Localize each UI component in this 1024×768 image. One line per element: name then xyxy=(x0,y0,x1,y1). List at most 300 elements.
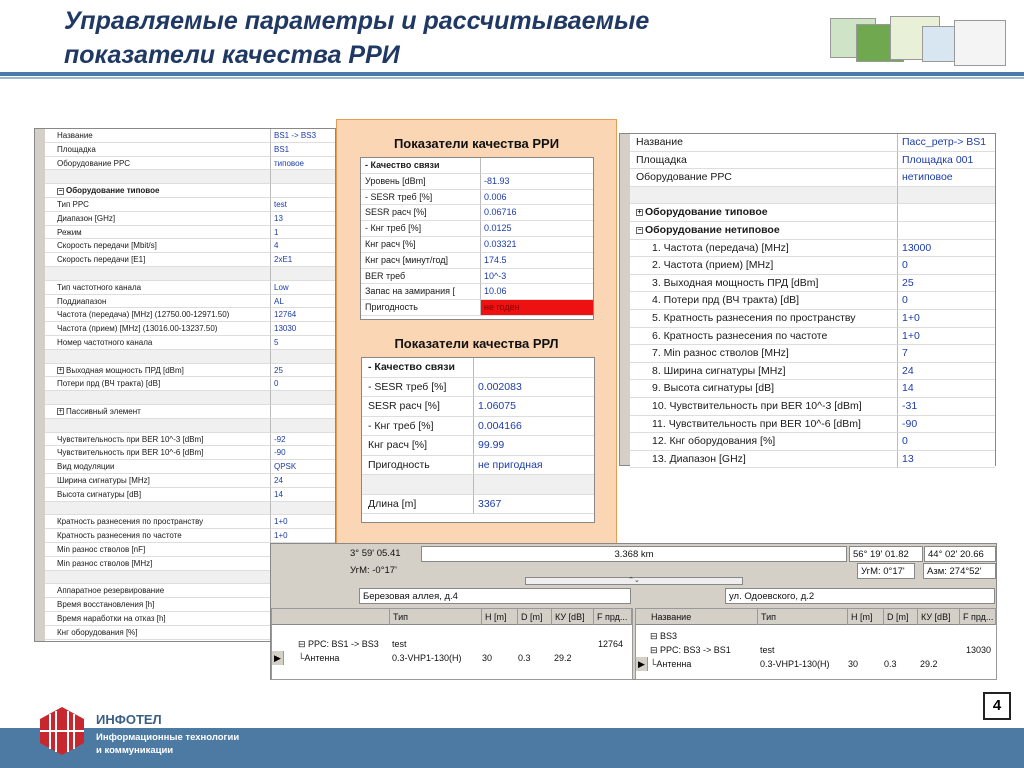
property-value[interactable] xyxy=(271,502,335,516)
property-value[interactable]: 0.03321 xyxy=(481,237,593,253)
grid-row[interactable] xyxy=(620,416,995,434)
property-name xyxy=(45,198,271,212)
property-value[interactable]: 1+0 xyxy=(898,328,995,346)
property-name xyxy=(361,205,481,221)
grid-row[interactable] xyxy=(620,328,995,346)
grid-row[interactable] xyxy=(361,221,593,237)
property-value[interactable]: 24 xyxy=(898,363,995,381)
col-f-left[interactable]: F прд... xyxy=(594,609,632,625)
property-value[interactable]: 0 xyxy=(898,257,995,275)
property-value[interactable] xyxy=(271,170,335,184)
cell-type: test xyxy=(760,645,775,655)
grid-row[interactable] xyxy=(35,377,335,391)
property-value[interactable] xyxy=(898,204,995,222)
col-ku-right[interactable]: КУ [dB] xyxy=(918,609,960,625)
property-label: 3. Выходная мощность ПРД [dBm] xyxy=(652,276,819,289)
grid-row[interactable] xyxy=(620,187,995,205)
property-name xyxy=(362,417,474,437)
property-value[interactable]: 25 xyxy=(271,364,335,378)
property-label: Длина [m] xyxy=(368,497,417,510)
property-value[interactable]: Площадка 001 xyxy=(898,152,995,170)
property-label: Высота сигнатуры [dB] xyxy=(57,489,142,499)
grid-row[interactable] xyxy=(362,436,594,456)
property-name xyxy=(362,456,474,476)
property-name xyxy=(45,433,271,447)
property-name xyxy=(45,405,271,419)
property-label: SESR расч [%] xyxy=(368,400,440,412)
property-value[interactable]: BS1 xyxy=(271,143,335,157)
property-name xyxy=(45,543,271,557)
property-label: Чувствительность при BER 10^-6 [dBm] xyxy=(57,448,204,458)
property-name xyxy=(630,398,898,416)
slide-title-line1: Управляемые параметры и рассчитываемые xyxy=(64,7,650,35)
property-value[interactable]: 10.06 xyxy=(481,284,593,300)
grid-row[interactable] xyxy=(362,417,594,437)
splitter-handle[interactable]: ⌃⌄ xyxy=(525,577,743,585)
property-name xyxy=(45,612,271,626)
property-name xyxy=(45,170,271,184)
grid-row[interactable] xyxy=(361,190,593,206)
property-name xyxy=(45,488,271,502)
profile-window xyxy=(270,543,997,680)
property-name xyxy=(45,143,271,157)
property-label: Название xyxy=(57,131,93,140)
grid-row[interactable] xyxy=(35,446,335,460)
slide-title xyxy=(64,4,649,72)
col-type-left[interactable]: Тип xyxy=(390,609,482,625)
property-name xyxy=(362,358,474,378)
property-value[interactable] xyxy=(271,184,335,198)
property-label: Чувствительность при BER 10^-3 [dBm] xyxy=(57,434,204,444)
infotel-logo-icon xyxy=(36,705,88,757)
row-selector-icon[interactable]: ▶ xyxy=(636,657,648,671)
property-label: Выходная мощность ПРД [dBm] xyxy=(66,365,184,375)
property-name xyxy=(45,584,271,598)
property-name xyxy=(361,300,481,316)
property-name xyxy=(630,292,898,310)
brand-name: ИНФОТЕЛ xyxy=(96,712,162,727)
grid-row[interactable] xyxy=(361,300,593,316)
grid-row[interactable] xyxy=(620,222,995,240)
property-label: Поддиапазон xyxy=(57,296,107,306)
grid-row[interactable] xyxy=(620,240,995,258)
property-value[interactable] xyxy=(271,267,335,281)
property-name xyxy=(45,267,271,281)
property-label: Площадка xyxy=(636,153,687,166)
grid-row[interactable] xyxy=(35,336,335,350)
col-h-right[interactable]: H [m] xyxy=(848,609,884,625)
property-value[interactable]: 4 xyxy=(271,239,335,253)
cell-name: ⊟ BS3 xyxy=(650,631,678,641)
property-value[interactable]: нетиповое xyxy=(898,169,995,187)
property-value[interactable]: 0.06716 xyxy=(481,205,593,221)
grid-row[interactable] xyxy=(35,295,335,309)
property-name xyxy=(361,158,481,174)
property-label: 10. Чувствительность при BER 10^-3 [dBm] xyxy=(652,400,862,412)
property-name xyxy=(362,378,474,398)
property-label: Номер частотного канала xyxy=(57,338,153,347)
property-label: 13. Диапазон [GHz] xyxy=(652,452,746,465)
property-name xyxy=(361,269,481,285)
cell-d: 0.3 xyxy=(884,659,897,669)
elevation-angle-right: УгМ: 0°17' xyxy=(857,563,915,579)
property-label: Уровень [dBm] xyxy=(365,175,426,186)
property-value[interactable] xyxy=(898,187,995,205)
grid-row[interactable] xyxy=(35,226,335,240)
property-name xyxy=(362,436,474,456)
cell-type: test xyxy=(392,639,407,649)
cell-f: 13030 xyxy=(966,645,992,655)
property-value[interactable]: 14 xyxy=(271,488,335,502)
property-value[interactable]: 0.002083 xyxy=(474,378,594,398)
grid-row[interactable] xyxy=(35,157,335,171)
grid-row[interactable] xyxy=(35,267,335,281)
title-separator xyxy=(0,72,1024,76)
property-value[interactable]: 1+0 xyxy=(271,515,335,529)
right-properties-grid[interactable] xyxy=(619,133,996,466)
table-row[interactable] xyxy=(272,651,632,665)
distance-field: 3.368 km xyxy=(421,546,847,562)
cell-ku: 29.2 xyxy=(920,659,938,669)
property-name xyxy=(45,377,271,391)
property-name xyxy=(630,380,898,398)
grid-row[interactable] xyxy=(35,460,335,474)
property-value[interactable]: 7 xyxy=(898,345,995,363)
expand-toggle-icon[interactable]: − xyxy=(58,187,63,195)
property-value[interactable]: 0 xyxy=(271,377,335,391)
cell-d: 0.3 xyxy=(518,653,531,663)
property-label: Кнг расч [%] xyxy=(365,239,416,249)
title-separator-thin xyxy=(0,77,1024,79)
property-value[interactable]: 0.004166 xyxy=(474,417,594,437)
grid-row[interactable] xyxy=(35,364,335,378)
grid-row[interactable] xyxy=(35,129,335,143)
property-label: Площадка xyxy=(57,144,96,154)
property-value[interactable]: 5 xyxy=(271,336,335,350)
grid-row[interactable] xyxy=(362,495,594,515)
property-name xyxy=(630,257,898,275)
table-row[interactable] xyxy=(636,629,996,643)
expand-toggle-icon[interactable]: + xyxy=(58,408,63,416)
property-name xyxy=(45,502,271,516)
grid-row[interactable] xyxy=(35,170,335,184)
property-value[interactable]: 12764 xyxy=(271,308,335,322)
property-label: Min разнос стволов [MHz] xyxy=(57,558,153,568)
property-value[interactable]: 3367 xyxy=(474,495,594,515)
property-value[interactable]: 24 xyxy=(271,474,335,488)
property-value[interactable]: 1 xyxy=(271,226,335,240)
property-label: Оборудование нетиповое xyxy=(645,224,780,236)
property-name xyxy=(45,129,271,143)
coord-left: 3° 59' 05.41 xyxy=(350,548,401,559)
property-name xyxy=(45,308,271,322)
property-name xyxy=(45,253,271,267)
property-value[interactable]: -31 xyxy=(898,398,995,416)
equipment-table-left xyxy=(271,608,633,680)
property-label: Потери прд (ВЧ тракта) [dB] xyxy=(57,379,161,389)
grid-row[interactable] xyxy=(35,515,335,529)
grid-row[interactable] xyxy=(361,284,593,300)
property-label: - Кнг треб [%] xyxy=(368,419,434,432)
property-value[interactable]: QPSK xyxy=(271,460,335,474)
grid-row[interactable] xyxy=(35,419,335,433)
property-label: Диапазон [GHz] xyxy=(57,213,116,223)
property-name xyxy=(45,419,271,433)
property-label: Пригодность xyxy=(365,302,418,313)
property-value[interactable]: 25 xyxy=(898,275,995,293)
col-name-right[interactable]: Название xyxy=(648,609,758,625)
coord-right-2: 44° 02' 20.66 xyxy=(924,546,996,562)
property-name xyxy=(45,239,271,253)
property-name xyxy=(630,310,898,328)
property-value[interactable] xyxy=(271,405,335,419)
grid-row[interactable] xyxy=(620,363,995,381)
property-name xyxy=(45,212,271,226)
azimuth-right: Азм: 274°52' xyxy=(923,563,996,579)
grid-row[interactable] xyxy=(620,152,995,170)
equipment-table-right xyxy=(635,608,997,680)
grid-row[interactable] xyxy=(620,451,995,469)
property-name xyxy=(45,515,271,529)
grid-row[interactable] xyxy=(35,488,335,502)
rri-quality-grid[interactable] xyxy=(360,157,594,320)
grid-row[interactable] xyxy=(620,433,995,451)
property-label: 7. Min разнос стволов [MHz] xyxy=(652,347,789,360)
address-right: ул. Одоевского, д.2 xyxy=(725,588,995,604)
row-selector-icon[interactable]: ▶ xyxy=(272,651,284,665)
property-label: Min разнос стволов [nF] xyxy=(57,545,146,554)
property-name xyxy=(45,571,271,585)
property-value[interactable]: 1.06075 xyxy=(474,397,594,417)
col-d-right[interactable]: D [m] xyxy=(884,609,918,625)
property-label: 5. Кратность разнесения по пространству xyxy=(652,312,856,324)
property-value[interactable]: -90 xyxy=(271,446,335,460)
brand-tagline-2: и коммуникации xyxy=(96,745,174,756)
cell-type: 0.3-VHP1-130(H) xyxy=(760,659,830,669)
property-value[interactable] xyxy=(474,358,594,378)
grid-row[interactable] xyxy=(35,502,335,516)
expand-toggle-icon[interactable]: − xyxy=(637,226,642,234)
grid-row[interactable] xyxy=(35,253,335,267)
property-value[interactable]: 99.99 xyxy=(474,436,594,456)
property-value[interactable]: 13 xyxy=(271,212,335,226)
grid-row[interactable] xyxy=(362,475,594,495)
property-name xyxy=(630,134,898,152)
property-value[interactable]: 0 xyxy=(898,292,995,310)
property-name xyxy=(45,184,271,198)
property-value[interactable]: AL xyxy=(271,295,335,309)
grid-row[interactable] xyxy=(362,397,594,417)
grid-row[interactable] xyxy=(362,358,594,378)
brand-tagline-1: Информационные технологии xyxy=(96,732,240,743)
property-value[interactable]: не годен xyxy=(481,300,593,316)
property-value[interactable] xyxy=(271,419,335,433)
property-value[interactable]: типовое xyxy=(271,157,335,171)
property-name xyxy=(45,474,271,488)
property-value[interactable] xyxy=(481,158,593,174)
property-value[interactable]: не пригодная xyxy=(474,456,594,476)
expand-toggle-icon[interactable]: + xyxy=(58,366,63,374)
property-label: Тип частотного канала xyxy=(57,282,142,292)
property-value[interactable] xyxy=(271,391,335,405)
grid-row[interactable] xyxy=(620,275,995,293)
rrl-quality-grid[interactable] xyxy=(361,357,595,523)
page-number: 4 xyxy=(983,692,1011,720)
grid-row[interactable] xyxy=(620,204,995,222)
grid-row[interactable] xyxy=(362,378,594,398)
grid-row[interactable] xyxy=(35,281,335,295)
property-value[interactable]: BS1 -> BS3 xyxy=(271,129,335,143)
property-label: 1. Частота (передача) [MHz] xyxy=(652,241,789,254)
screenshots-thumbnail-logo xyxy=(826,14,1016,70)
grid-row[interactable] xyxy=(620,398,995,416)
cell-name: └Антенна xyxy=(298,653,340,663)
property-label: SESR расч [%] xyxy=(365,207,427,218)
table-row[interactable] xyxy=(636,643,996,657)
property-label: Ширина сигнатуры [MHz] xyxy=(57,476,150,485)
property-label: Оборудование типовое xyxy=(66,186,160,196)
property-value[interactable]: Low xyxy=(271,281,335,295)
table-row[interactable] xyxy=(636,657,996,671)
property-value[interactable]: Пасс_ретр-> BS1 xyxy=(898,134,995,152)
grid-row[interactable] xyxy=(35,308,335,322)
property-label: BER треб xyxy=(365,270,406,281)
property-name xyxy=(45,626,271,640)
property-name xyxy=(361,221,481,237)
property-name xyxy=(45,446,271,460)
col-type-right[interactable]: Тип xyxy=(758,609,848,625)
property-value[interactable]: 10^-3 xyxy=(481,269,593,285)
property-value[interactable]: 13000 xyxy=(898,240,995,258)
grid-row[interactable] xyxy=(620,345,995,363)
property-label: Кнг расч [минут/год] xyxy=(365,254,449,265)
property-label: Кратность разнесения по частоте xyxy=(57,531,182,541)
grid-row[interactable] xyxy=(35,239,335,253)
table-row[interactable] xyxy=(272,637,632,651)
table-header-right xyxy=(636,609,996,625)
grid-row[interactable] xyxy=(620,380,995,398)
grid-row[interactable] xyxy=(35,350,335,364)
property-label: Название xyxy=(636,136,683,148)
col-name-left[interactable] xyxy=(272,609,390,625)
cell-name: └Антенна xyxy=(650,659,692,669)
property-label: Пассивный элемент xyxy=(66,407,141,416)
property-name xyxy=(45,364,271,378)
property-name xyxy=(361,284,481,300)
property-label: 4. Потери прд (ВЧ тракта) [dB] xyxy=(652,294,800,307)
property-value[interactable]: 0.006 xyxy=(481,190,593,206)
property-label: Кнг расч [%] xyxy=(368,439,428,451)
col-d-left[interactable]: D [m] xyxy=(518,609,552,625)
grid-row[interactable] xyxy=(361,158,593,174)
cell-name: ⊟ РРС: BS1 -> BS3 xyxy=(298,639,379,649)
property-value[interactable]: 14 xyxy=(898,380,995,398)
property-name xyxy=(630,187,898,205)
property-name xyxy=(362,495,474,515)
property-name xyxy=(45,391,271,405)
property-value[interactable]: 174.5 xyxy=(481,253,593,269)
grid-row[interactable] xyxy=(35,184,335,198)
grid-row[interactable] xyxy=(361,253,593,269)
grid-row[interactable] xyxy=(35,529,335,543)
property-name xyxy=(630,345,898,363)
property-name xyxy=(361,190,481,206)
property-value[interactable]: -90 xyxy=(898,416,995,434)
property-value[interactable] xyxy=(271,350,335,364)
grid-row[interactable] xyxy=(35,322,335,336)
property-value[interactable]: -92 xyxy=(271,433,335,447)
grid-row[interactable] xyxy=(361,174,593,190)
grid-row[interactable] xyxy=(35,405,335,419)
property-name xyxy=(361,237,481,253)
col-ku-left[interactable]: КУ [dB] xyxy=(552,609,594,625)
property-value[interactable]: 0.0125 xyxy=(481,221,593,237)
grid-row[interactable] xyxy=(361,205,593,221)
property-label: Режим xyxy=(57,227,82,237)
property-name xyxy=(45,460,271,474)
property-value[interactable]: 13030 xyxy=(271,322,335,336)
grid-row[interactable] xyxy=(35,198,335,212)
grid-row[interactable] xyxy=(361,237,593,253)
col-h-left[interactable]: H [m] xyxy=(482,609,518,625)
property-value[interactable]: test xyxy=(271,198,335,212)
property-value[interactable]: -81.93 xyxy=(481,174,593,190)
grid-row[interactable] xyxy=(362,456,594,476)
expand-toggle-icon[interactable]: + xyxy=(637,209,642,217)
property-value[interactable]: 0 xyxy=(898,433,995,451)
property-label: Кратность разнесения по пространству xyxy=(57,517,204,527)
address-left: Березовая аллея, д.4 xyxy=(359,588,631,604)
grid-row[interactable] xyxy=(35,433,335,447)
property-value[interactable]: 2xE1 xyxy=(271,253,335,267)
grid-row[interactable] xyxy=(361,269,593,285)
grid-row[interactable] xyxy=(620,169,995,187)
col-f-right[interactable]: F прд... xyxy=(960,609,996,625)
grid-row[interactable] xyxy=(35,474,335,488)
property-label: - Качество связи xyxy=(365,160,440,170)
property-label: 9. Высота сигнатуры [dB] xyxy=(652,382,775,395)
property-name xyxy=(45,322,271,336)
property-value[interactable]: 1+0 xyxy=(898,310,995,328)
property-label: Вид модуляции xyxy=(57,462,115,472)
property-value[interactable]: 13 xyxy=(898,451,995,469)
grid-row[interactable] xyxy=(35,391,335,405)
grid-row[interactable] xyxy=(620,134,995,152)
property-name xyxy=(630,433,898,451)
property-label: Частота (передача) [MHz] (12750.00-12971.50) xyxy=(57,310,230,320)
elevation-angle-left: УгМ: -0°17' xyxy=(350,565,397,576)
property-label: Время восстановления [h] xyxy=(57,600,155,610)
property-name xyxy=(630,275,898,293)
property-label: Скорость передачи [Mbit/s] xyxy=(57,241,157,251)
grid-row[interactable] xyxy=(35,143,335,157)
grid-row[interactable] xyxy=(620,257,995,275)
property-value[interactable]: 1+0 xyxy=(271,529,335,543)
grid-row[interactable] xyxy=(35,212,335,226)
property-name xyxy=(45,529,271,543)
property-label: 12. Кнг оборудования [%] xyxy=(652,435,776,448)
grid-row[interactable] xyxy=(620,310,995,328)
property-name xyxy=(45,598,271,612)
grid-row[interactable] xyxy=(620,292,995,310)
cell-type: 0.3-VHP1-130(H) xyxy=(392,653,462,663)
property-name xyxy=(45,281,271,295)
property-value[interactable] xyxy=(474,475,594,495)
property-label: 2. Частота (прием) [MHz] xyxy=(652,259,774,272)
property-value[interactable] xyxy=(898,222,995,240)
property-label: - SESR треб [%] xyxy=(365,191,433,202)
table-header-left xyxy=(272,609,632,625)
